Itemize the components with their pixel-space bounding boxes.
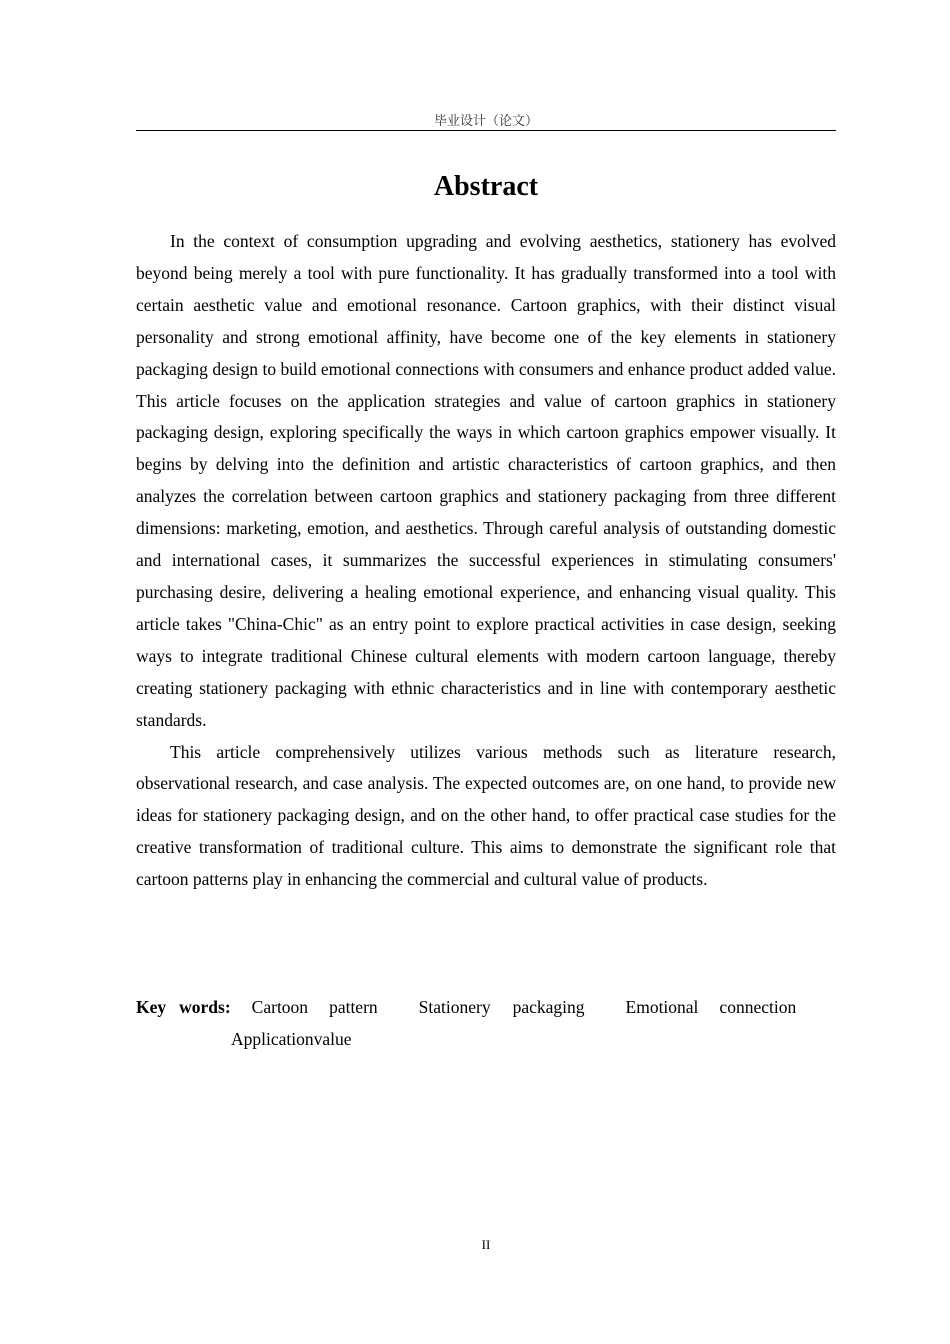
abstract-title: Abstract xyxy=(433,171,539,202)
keyword-emotional-connection: Emotional connection xyxy=(625,997,797,1017)
keywords-line-1 xyxy=(136,992,836,1024)
keywords-line-2 xyxy=(136,1024,836,1056)
keyword-stationery-packaging: Stationery packaging xyxy=(418,997,585,1017)
page-number: II xyxy=(481,1237,491,1252)
abstract-body xyxy=(136,226,836,896)
header-rule xyxy=(136,130,836,131)
keywords-label: Key words: xyxy=(136,997,231,1017)
running-header: 毕业设计（论文） xyxy=(433,114,538,129)
abstract-paragraph-2: This article comprehensively utilizes various methods such as literature research, observational research, and case analysis. The expected outcomes are, on one hand, to provide new ideas for stationery packaging design, and on the other hand, to offer practical case studies for the creative transformation of traditional culture. This aims to demonstrate the significant role that cartoon patterns play in enhancing the commercial and cultural value of products. xyxy=(136,741,836,890)
keyword-application-value: Applicationvalue xyxy=(231,1028,352,1049)
keyword-cartoon-pattern: Cartoon pattern xyxy=(251,997,378,1017)
keywords-block xyxy=(136,992,836,1056)
abstract-paragraph-1: In the context of consumption upgrading and evolving aesthetics, stationery has evolved beyond being merely a tool with pure functionality. It has gradually transformed into a tool with certain aesthetic value and emotional resonance. Cartoon graphics, with their distinct visual personality and strong emotional affinity, have become one of the key elements in stationery packaging design to build emotional connections with consumers and enhance product added value. This article focuses on the application strategies and value of cartoon graphics in stationery packaging design, exploring specifically the ways in which cartoon graphics empower visually. It begins by delving into the definition and artistic characteristics of cartoon graphics, and then analyzes the correlation between cartoon graphics and stationery packaging from three different dimensions: marketing, emotion, and aesthetics. Through careful analysis of outstanding domestic and international cases, it summarizes the successful experiences in stimulating consumers' purchasing desire, delivering a healing emotional experience, and enhancing visual quality. This article takes "China-Chic" as an entry point to explore practical activities in case design, seeking ways to integrate traditional Chinese cultural elements with modern cartoon language, thereby creating stationery packaging with ethnic characteristics and in line with contemporary aesthetic standards. xyxy=(136,231,836,730)
